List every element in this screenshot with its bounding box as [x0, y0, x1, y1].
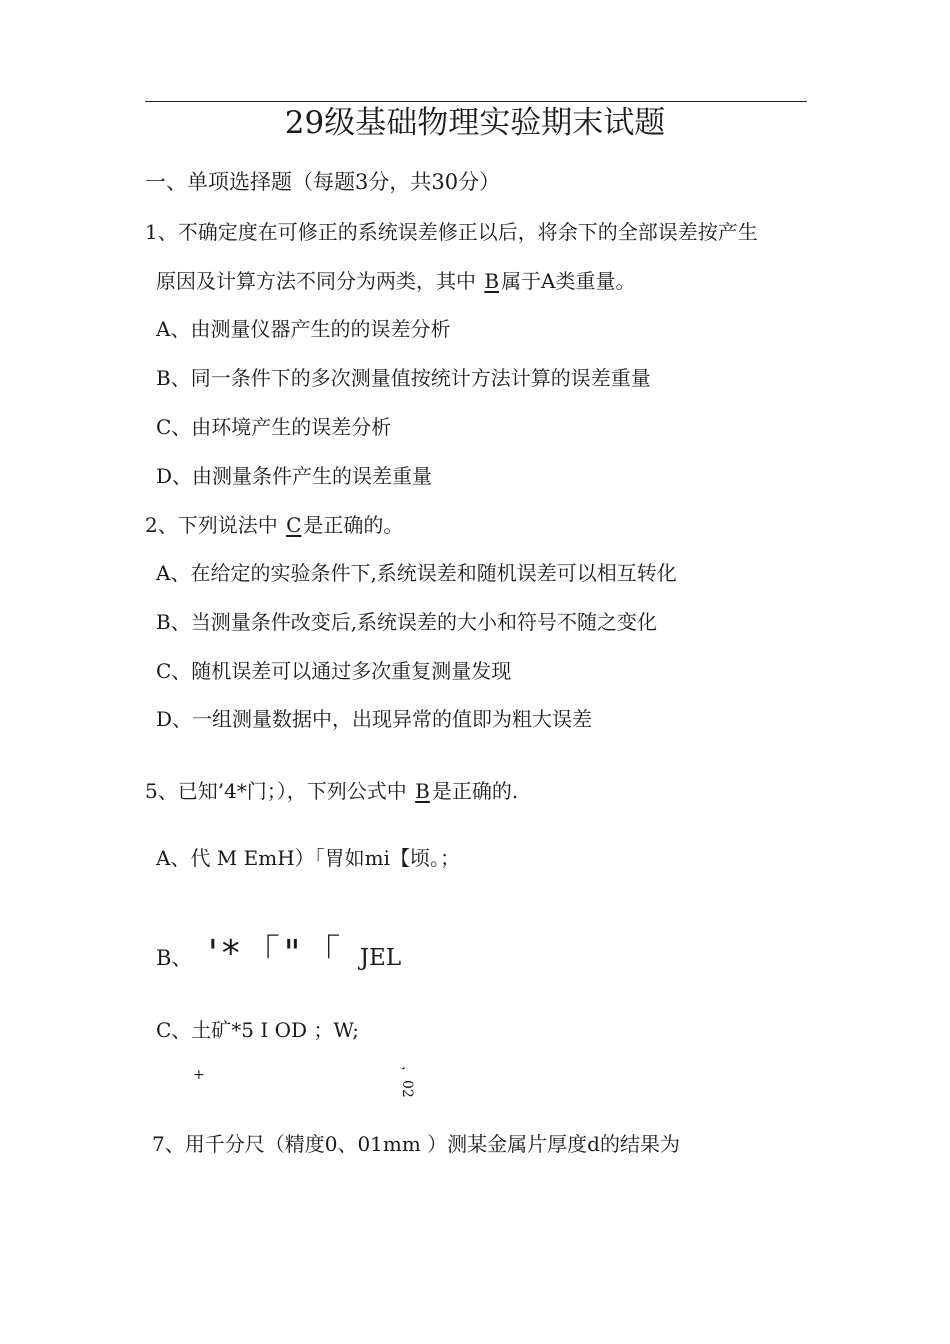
section-heading: 一、单项选择题（每题3分，共30分） [145, 170, 501, 194]
q1-option-d: D、由测量条件产生的误差重量 [156, 464, 433, 488]
q5-stem [145, 781, 518, 801]
page-title: 29级基础物理实验期末试题 [284, 105, 666, 141]
q5-stem-post: 是正确的. [431, 779, 519, 803]
q2-answer: C [286, 513, 302, 537]
q5-option-c: C、土矿*5 I OD ；W; [156, 1018, 359, 1042]
q2-option-a: A、在给定的实验条件下,系统误差和随机误差可以相互转化 [156, 561, 677, 585]
q5-answer: B [415, 779, 430, 803]
q5-option-a: A、代 M EmH）「胃如mi【顷。； [156, 846, 461, 870]
q7-stem-line1: 7、用千分尺（精度0、01mm ）测某金属片厚度d的结果为 [152, 1132, 680, 1156]
q1-option-b: B、同一条件下的多次测量值按统计方法计算的误差重量 [156, 366, 651, 390]
q5-option-b-formula: '*「"「 [207, 933, 345, 974]
q2-stem-post: 是正确的。 [303, 513, 404, 537]
q2-stem-pre: 2、下列说法中 [145, 513, 278, 537]
q2-option-c: C、随机误差可以通过多次重复测量发现 [156, 659, 512, 683]
q5-option-b [156, 933, 402, 974]
q1-option-c: C、由环境产生的误差分析 [156, 415, 392, 439]
q5-option-b-tail: JEL [359, 945, 402, 971]
q2-option-b: B、当测量条件改变后,系统误差的大小和符号不随之变化 [156, 610, 658, 634]
q1-answer: B [484, 269, 500, 293]
q1-option-a: A、由测量仪器产生的的误差分析 [156, 317, 451, 341]
q1-stem-line2 [156, 271, 636, 291]
q2-option-d: D、一组测量数据中，出现异常的值即为粗大误差 [156, 707, 593, 731]
q1-stem-post: 属于A类重量。 [501, 269, 636, 293]
q5-stem-pre: 5、已知’4*门；），下列公式中 [145, 779, 407, 803]
stray-plus-mark: + [193, 1067, 205, 1083]
header-rule [145, 101, 807, 102]
q2-stem [145, 515, 403, 535]
q1-stem-line1: 1、不确定度在可修正的系统误差修正以后，将余下的全部误差按产生 [145, 220, 758, 244]
stray-rotated-text: ，02 [399, 1066, 415, 1098]
q1-stem-pre: 原因及计算方法不同分为两类，其中 [156, 269, 476, 293]
q5-option-b-label: B、 [156, 946, 193, 970]
